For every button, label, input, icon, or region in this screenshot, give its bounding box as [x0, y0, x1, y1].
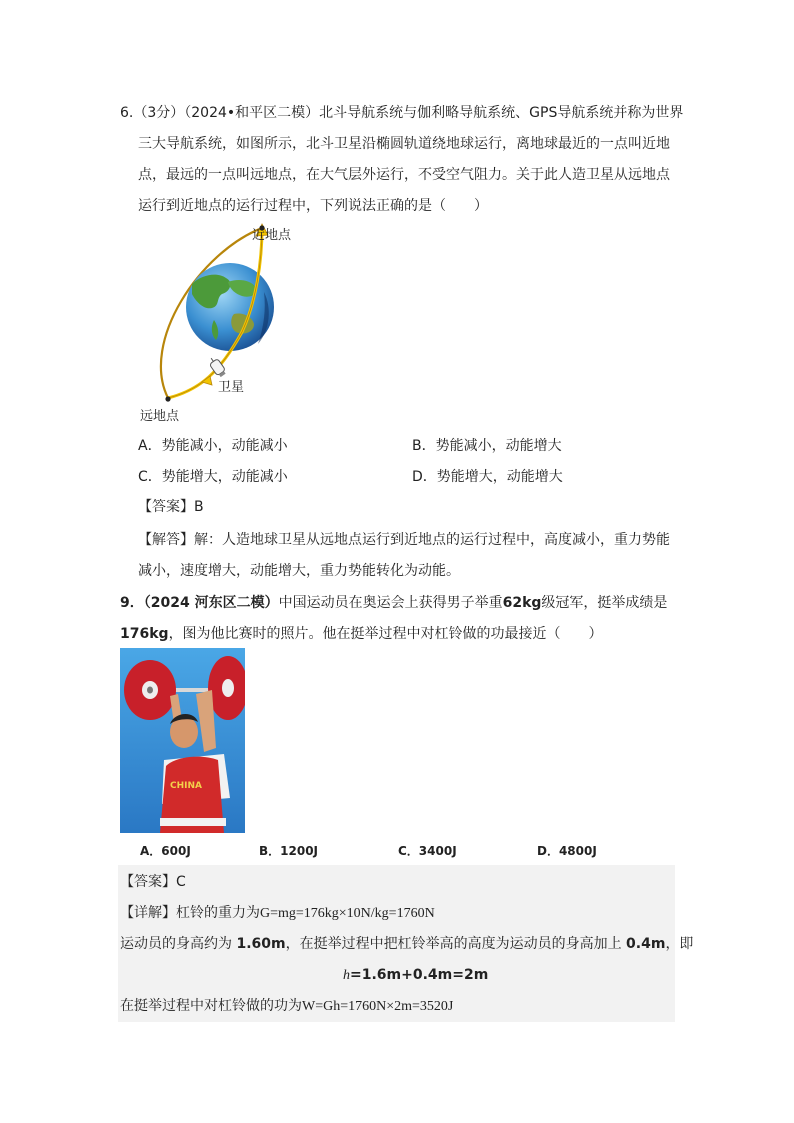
- q9-stem-1: 中国运动员在奥运会上获得男子举重: [278, 595, 503, 611]
- q9-source: （2024 河东区二模）: [143, 595, 279, 611]
- q6-analysis-tag: 【解答】: [138, 532, 194, 548]
- q9-detail-text-4: 在挺举过程中对杠铃做的功为: [120, 998, 302, 1014]
- q9-detail-line-4: [120, 996, 453, 1017]
- q9-formula-h: h: [343, 968, 350, 983]
- q6-answer-value: B: [194, 499, 204, 515]
- q9-work-formula: W=Gh=1760N×2m=3520J: [302, 999, 454, 1014]
- q9-lift-mass: 176kg: [120, 626, 169, 642]
- q6-option-a: A．势能减小，动能减小: [138, 438, 288, 454]
- q9-detail-text-2a: 运动员的身高约为: [120, 936, 237, 952]
- orbit-figure: [130, 222, 310, 432]
- q9-detail-text-1: 杠铃的重力为: [176, 905, 260, 921]
- q6-line-2: 三大导航系统，如图所示，北斗卫星沿椭圆轨道绕地球运行，离地球最近的一点叫近地: [138, 136, 670, 152]
- q9-gravity-formula: G=mg=176kg×10N/kg=1760N: [260, 906, 435, 921]
- label-perigee: 近地点: [252, 228, 292, 243]
- q6-analysis-line-1: [138, 530, 670, 550]
- q9-option-a: A．600J: [140, 844, 191, 858]
- q9-option-b: B．1200J: [259, 844, 319, 858]
- q6-option-c: C．势能增大，动能减小: [138, 469, 288, 485]
- q6-analysis-line-2: 减小，速度增大，动能增大，重力势能转化为动能。: [138, 563, 460, 579]
- q9-answer-tag: 【答案】: [120, 874, 176, 890]
- q9-option-d: D．4800J: [537, 844, 597, 858]
- label-satellite: 卫星: [218, 380, 245, 395]
- q9-height-value: 1.60m: [236, 936, 286, 952]
- q9-option-c: C．3400J: [398, 844, 457, 858]
- q9-answer: [120, 872, 186, 892]
- q6-option-b: B．势能减小，动能增大: [412, 438, 562, 454]
- q6-analysis-text-1: 解：人造地球卫星从远地点运行到近地点的运行过程中，高度减小，重力势能: [194, 532, 670, 548]
- q6-answer: [138, 497, 204, 517]
- q6-stem-1: （3分）（2024•和平区二模）北斗导航系统与伽利略导航系统、GPS导航系统并称为世界: [133, 105, 684, 121]
- q9-detail-text-2c: ，在挺举过程中把杠铃举高的高度为运动员的身高加上: [285, 936, 627, 952]
- q9-stem-1b: 级冠军，挺举成绩是: [541, 595, 668, 611]
- q9-formula-rest: =1.6m+0.4m=2m: [350, 967, 489, 983]
- q9-detail-tag: 【详解】: [120, 905, 176, 921]
- q6-line-4: 运行到近地点的运行过程中，下列说法正确的是（ ）: [138, 198, 488, 214]
- q9-extra-height: 0.4m: [626, 936, 666, 952]
- q9-answer-value: C: [176, 874, 186, 890]
- q6-answer-tag: 【答案】: [138, 499, 194, 515]
- q9-detail-line-1: [120, 903, 435, 924]
- q6-line-1: [120, 103, 683, 123]
- label-apogee: 远地点: [140, 409, 180, 424]
- q6-line-3: 点，最远的一点叫远地点，在大气层外运行，不受空气阻力。关于此人造卫星从远地点: [138, 167, 670, 183]
- q9-number: 9．: [120, 595, 144, 611]
- q6-option-d: D．势能增大，动能增大: [412, 469, 563, 485]
- earth-icon: [186, 263, 274, 351]
- q9-weight-class: 62kg: [502, 595, 542, 611]
- q9-line-2: [120, 624, 603, 644]
- q9-detail-line-2: [120, 934, 693, 954]
- q6-number: 6.: [120, 105, 134, 121]
- q9-line-1: [120, 593, 667, 613]
- q9-stem-2: ，图为他比赛时的照片。他在挺举过程中对杠铃做的功最接近（ ）: [168, 626, 603, 642]
- apogee-dot: [165, 396, 170, 401]
- singlet-text: CHINA: [170, 781, 202, 791]
- weightlifter-photo: [120, 648, 245, 833]
- q9-detail-text-2e: ，即: [665, 936, 694, 952]
- q9-height-formula: [343, 965, 488, 986]
